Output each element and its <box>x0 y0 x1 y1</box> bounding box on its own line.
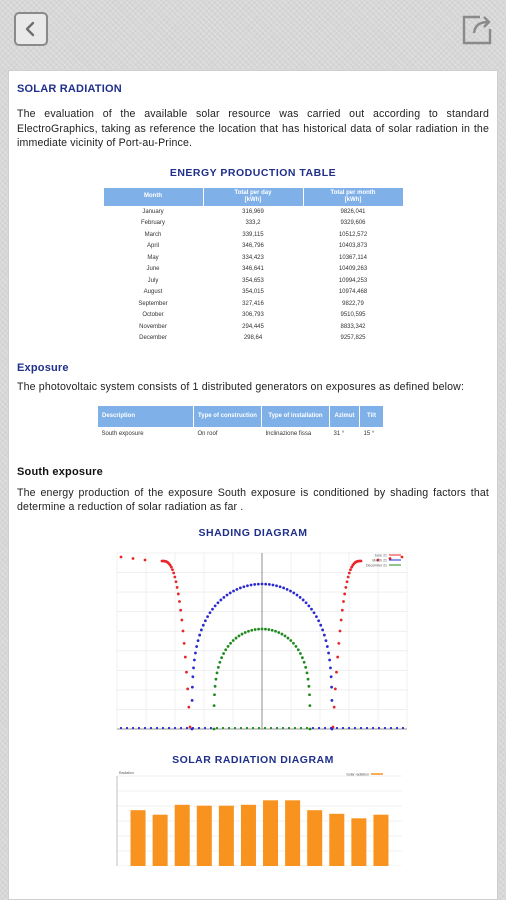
shading-point-december <box>254 628 257 631</box>
cell-total-day: 334,423 <box>242 254 264 261</box>
shading-point-june <box>178 600 181 603</box>
shading-point-baseline <box>150 726 152 728</box>
cell-month: March <box>144 231 162 238</box>
shading-point-june <box>180 618 183 621</box>
shading-point-june <box>172 571 175 574</box>
shading-point-march <box>268 583 271 586</box>
table-row <box>103 252 403 264</box>
shading-point-march <box>272 583 275 586</box>
shading-point-march <box>329 666 332 669</box>
shading-point-baseline <box>246 726 248 728</box>
solar-radiation-text: The evaluation of the available solar resource was carried out according to standard ElectroGraphics, taking as reference the location that has historical data of solar radiation in the immediate vicinity of Port-au-Prince. <box>17 108 489 149</box>
shading-point-june <box>179 608 182 611</box>
table-row <box>103 206 403 218</box>
shading-point-march <box>257 582 260 585</box>
shading-point-december <box>297 648 300 651</box>
cell-tilt: 15 ° <box>363 430 375 437</box>
shading-point-december <box>247 629 250 632</box>
shading-point-march <box>222 595 225 598</box>
shading-point-december <box>215 677 218 680</box>
shading-point-baseline <box>174 726 176 728</box>
shading-point-march <box>321 628 324 631</box>
col-month: Month <box>103 187 203 206</box>
shading-point-march <box>209 611 212 614</box>
shading-point-june <box>183 641 186 644</box>
shading-point-baseline <box>330 726 332 728</box>
shading-point-baseline <box>294 726 296 728</box>
shading-point-june <box>389 557 392 560</box>
radiation-diagram-title: SOLAR RADIATION DIAGRAM <box>172 753 334 766</box>
shading-point-baseline <box>348 726 350 728</box>
shading-point-june <box>340 618 343 621</box>
shading-point-baseline <box>312 726 314 728</box>
shading-point-march <box>229 591 232 594</box>
shading-point-june <box>144 558 147 561</box>
shading-point-march <box>323 633 326 636</box>
shading-point-march <box>315 615 318 618</box>
cell-total-month: 9510,595 <box>340 312 366 319</box>
radiation-bar <box>351 818 366 866</box>
shading-point-march <box>200 628 203 631</box>
y-axis-label: Radiation <box>119 770 134 775</box>
cell-month: September <box>138 300 168 307</box>
shading-point-baseline <box>390 726 392 728</box>
shading-point-june <box>350 565 353 568</box>
cell-month: December <box>139 335 167 342</box>
table-row <box>103 321 403 333</box>
cell-total-month: 10512,572 <box>338 231 368 238</box>
shading-point-december <box>308 693 311 696</box>
cell-total-day: 339,115 <box>242 231 264 238</box>
shading-point-december <box>271 628 274 631</box>
shading-point-baseline <box>252 726 254 728</box>
cell-total-day: 306,793 <box>242 312 264 319</box>
shading-point-march <box>206 615 209 618</box>
col-construction: Type of construction <box>194 405 262 427</box>
shading-point-baseline <box>222 726 224 728</box>
shading-point-december <box>227 644 230 647</box>
shading-point-december <box>257 627 260 630</box>
shading-point-june <box>186 687 189 690</box>
shading-point-march <box>219 598 222 601</box>
shading-point-june <box>344 585 347 588</box>
shading-point-baseline <box>354 726 356 728</box>
shading-point-march <box>327 651 330 654</box>
cell-total-month: 9257,825 <box>340 335 366 342</box>
cell-description: South exposure <box>101 430 144 437</box>
solar-radiation-heading: SOLAR RADIATION <box>17 83 122 95</box>
shading-point-december <box>235 636 238 639</box>
shading-point-march <box>214 604 217 607</box>
cell-total-day: 346,641 <box>242 266 264 273</box>
shading-point-march <box>289 589 292 592</box>
cell-total-day: 354,015 <box>242 289 264 296</box>
shading-point-december <box>289 639 292 642</box>
shading-point-baseline <box>324 726 326 728</box>
shading-point-june <box>182 629 185 632</box>
shading-point-baseline <box>138 726 140 728</box>
shading-point-june <box>189 725 192 728</box>
col-total-day: Total per day [kWh] <box>203 187 303 206</box>
shading-point-december <box>218 660 221 663</box>
shading-point-december <box>261 627 264 630</box>
shading-point-december <box>281 632 284 635</box>
shading-point-june <box>335 670 338 673</box>
shading-point-march <box>194 651 197 654</box>
shading-point-june <box>173 575 176 578</box>
col-installation: Type of installation <box>262 405 330 427</box>
table-row <box>98 427 384 440</box>
shading-point-baseline <box>216 726 218 728</box>
shading-point-december <box>274 629 277 632</box>
cell-month: June <box>146 266 160 273</box>
shading-point-march <box>195 645 198 648</box>
shading-point-march <box>250 583 253 586</box>
shading-point-december <box>308 684 311 687</box>
shading-point-march <box>313 611 316 614</box>
radiation-bar <box>373 814 388 865</box>
shading-point-june <box>342 600 345 603</box>
cell-month: February <box>140 220 165 227</box>
cell-total-day: 298,64 <box>243 335 263 342</box>
solar-radiation-diagram <box>17 766 489 871</box>
radiation-bar <box>329 813 344 865</box>
shading-point-march <box>217 601 220 604</box>
shading-point-june <box>339 629 342 632</box>
shading-point-december <box>277 631 280 634</box>
radiation-bar <box>241 804 256 865</box>
shading-point-march <box>232 589 235 592</box>
energy-production-table <box>103 187 404 345</box>
shading-point-baseline <box>336 726 338 728</box>
shading-point-june <box>343 592 346 595</box>
shading-point-march <box>317 619 320 622</box>
shading-point-december <box>217 665 220 668</box>
shading-point-december <box>287 636 290 639</box>
south-exposure-text: The energy production of the exposure South exposure is conditioned by shading factors that determine a reduction of solar radiation as far . <box>17 486 489 513</box>
table-row <box>103 241 403 253</box>
table-row <box>103 218 403 230</box>
cell-total-month: 10367,114 <box>339 254 367 261</box>
table-row <box>103 310 403 322</box>
shading-point-baseline <box>300 726 302 728</box>
radiation-bar <box>285 800 300 866</box>
shading-point-march <box>279 585 282 588</box>
shading-point-baseline <box>264 726 266 728</box>
shading-point-june <box>185 670 188 673</box>
shading-point-december <box>232 639 235 642</box>
shading-point-baseline <box>234 726 236 728</box>
shading-point-baseline <box>210 726 212 728</box>
shading-point-baseline <box>120 726 122 728</box>
shading-point-december <box>213 693 216 696</box>
shading-point-june <box>132 557 135 560</box>
shading-point-march <box>275 584 278 587</box>
shading-point-june <box>341 608 344 611</box>
shading-point-june <box>184 655 187 658</box>
shading-point-december <box>220 656 223 659</box>
shading-point-december <box>213 727 216 730</box>
shading-point-march <box>328 658 331 661</box>
shading-point-march <box>286 587 289 590</box>
cell-total-day: 294,445 <box>242 323 264 330</box>
shading-diagram <box>17 539 489 750</box>
shading-point-march <box>331 698 334 701</box>
shading-point-june <box>334 687 337 690</box>
cell-month: November <box>139 323 167 330</box>
shading-point-march <box>239 586 242 589</box>
shading-point-baseline <box>306 726 308 728</box>
shading-point-december <box>303 660 306 663</box>
shading-point-march <box>226 593 229 596</box>
shading-point-december <box>301 656 304 659</box>
shading-point-december <box>284 634 287 637</box>
legend-label: Solar radiation <box>346 772 369 776</box>
shading-point-baseline <box>240 726 242 728</box>
cell-total-month: 9329,606 <box>340 220 366 227</box>
shading-point-march <box>330 675 333 678</box>
shading-point-baseline <box>180 726 182 728</box>
radiation-bar <box>131 810 146 866</box>
shading-point-june <box>333 705 336 708</box>
shading-point-march <box>202 623 205 626</box>
shading-point-december <box>213 704 216 707</box>
shading-point-baseline <box>366 726 368 728</box>
shading-point-march <box>191 675 194 678</box>
shading-point-march <box>261 582 264 585</box>
shading-point-march <box>319 623 322 626</box>
share-button[interactable] <box>460 12 494 46</box>
cell-month: April <box>146 243 159 250</box>
shading-point-baseline <box>144 726 146 728</box>
table-row <box>103 333 403 345</box>
shading-point-december <box>307 677 310 680</box>
shading-point-baseline <box>198 726 200 728</box>
shading-point-march <box>246 584 249 587</box>
exposure-text: The photovoltaic system consists of 1 distributed generators on exposures as defined below: <box>17 381 465 393</box>
shading-point-march <box>198 633 201 636</box>
cell-total-day: 346,796 <box>242 243 264 250</box>
shading-point-december <box>306 671 309 674</box>
shading-point-baseline <box>156 726 158 728</box>
cell-month: May <box>147 254 159 261</box>
shading-point-baseline <box>276 726 278 728</box>
cell-month: July <box>147 277 159 284</box>
shading-point-march <box>325 639 328 642</box>
shading-point-baseline <box>318 726 320 728</box>
cell-installation: Inclinazione fissa <box>265 430 312 437</box>
shading-point-baseline <box>384 726 386 728</box>
shading-point-march <box>197 639 200 642</box>
shading-point-march <box>242 585 245 588</box>
shading-point-baseline <box>402 726 404 728</box>
shading-point-june <box>171 568 174 571</box>
shading-point-march <box>310 607 313 610</box>
shading-point-december <box>216 671 219 674</box>
shading-point-march <box>299 595 302 598</box>
energy-table-title: ENERGY PRODUCTION TABLE <box>169 166 337 179</box>
cell-total-month: 9822,79 <box>342 300 364 307</box>
shading-point-june <box>187 705 190 708</box>
shading-point-baseline <box>372 726 374 728</box>
share-icon <box>460 12 494 46</box>
legend-label: June 21 <box>374 553 387 557</box>
shading-point-june <box>401 555 404 558</box>
shading-point-baseline <box>162 726 164 728</box>
cell-total-month: 8833,342 <box>340 323 366 330</box>
shading-point-march <box>307 604 310 607</box>
shading-point-baseline <box>270 726 272 728</box>
shading-point-baseline <box>282 726 284 728</box>
table-row <box>103 298 403 310</box>
shading-point-june <box>348 571 351 574</box>
cell-azimut: 31 ° <box>333 430 345 437</box>
exposure-heading: Exposure <box>17 362 69 374</box>
cell-total-month: 10974,468 <box>338 289 368 296</box>
radiation-bar <box>175 804 190 865</box>
cell-total-day: 354,653 <box>242 277 264 284</box>
cell-total-month: 9826,041 <box>340 209 366 215</box>
shading-point-baseline <box>378 726 380 728</box>
shading-point-june <box>120 555 123 558</box>
shading-point-june <box>175 580 178 583</box>
shading-point-december <box>267 628 270 631</box>
shading-point-december <box>299 652 302 655</box>
shading-point-december <box>295 644 298 647</box>
shading-point-march <box>193 658 196 661</box>
table-row <box>103 264 403 276</box>
col-azimut: Azimut <box>330 405 360 427</box>
back-button[interactable] <box>14 12 48 46</box>
shading-point-baseline <box>228 726 230 728</box>
shading-point-march <box>296 593 299 596</box>
table-row <box>103 287 403 299</box>
shading-point-december <box>292 641 295 644</box>
radiation-bar <box>219 805 234 865</box>
shading-point-june <box>176 585 179 588</box>
shading-point-baseline <box>168 726 170 728</box>
cell-month: January <box>142 209 164 215</box>
shading-point-june <box>337 641 340 644</box>
shading-point-december <box>222 652 225 655</box>
shading-diagram-title: SHADING DIAGRAM <box>198 526 308 539</box>
shading-point-march <box>204 619 207 622</box>
shading-point-december <box>304 665 307 668</box>
shading-point-march <box>302 598 305 601</box>
shading-point-march <box>330 685 333 688</box>
shading-point-june <box>336 655 339 658</box>
shading-point-march <box>191 698 194 701</box>
shading-point-baseline <box>192 726 194 728</box>
shading-point-march <box>282 586 285 589</box>
col-description: Description <box>98 405 194 427</box>
cell-total-day: 316,969 <box>242 209 264 215</box>
shading-point-march <box>253 583 256 586</box>
legend-label: December 21 <box>365 563 387 567</box>
table-row <box>103 275 403 287</box>
legend-label: March 21 <box>372 558 387 562</box>
cell-total-day: 327,416 <box>242 300 264 307</box>
radiation-bar <box>263 800 278 866</box>
shading-point-march <box>191 685 194 688</box>
shading-point-baseline <box>132 726 134 728</box>
shading-point-baseline <box>258 726 260 728</box>
shading-point-march <box>264 582 267 585</box>
shading-point-baseline <box>360 726 362 728</box>
col-tilt: Tilt <box>360 405 384 427</box>
shading-point-baseline <box>186 726 188 728</box>
shading-point-baseline <box>396 726 398 728</box>
shading-point-december <box>308 704 311 707</box>
shading-point-march <box>211 607 214 610</box>
shading-point-june <box>349 568 352 571</box>
shading-point-june <box>347 575 350 578</box>
cell-total-day: 333,2 <box>245 220 261 227</box>
shading-point-december <box>250 628 253 631</box>
report-page[interactable] <box>8 70 498 900</box>
cell-construction: On roof <box>197 430 218 437</box>
south-exposure-heading: South exposure <box>17 465 103 478</box>
shading-point-december <box>241 632 244 635</box>
shading-point-march <box>305 601 308 604</box>
shading-point-march <box>326 645 329 648</box>
cell-total-month: 10403,873 <box>338 243 368 250</box>
radiation-bar <box>197 805 212 865</box>
shading-point-march <box>236 587 239 590</box>
shading-point-december <box>309 727 312 730</box>
cell-total-month: 10994,253 <box>338 277 368 284</box>
shading-point-december <box>238 634 241 637</box>
shading-point-baseline <box>342 726 344 728</box>
shading-point-june <box>177 592 180 595</box>
top-toolbar <box>0 0 506 62</box>
shading-point-december <box>229 641 232 644</box>
shading-point-march <box>192 666 195 669</box>
exposure-table <box>97 405 384 440</box>
table-row <box>103 229 403 241</box>
shading-point-march <box>292 591 295 594</box>
shading-point-baseline <box>126 726 128 728</box>
shading-point-baseline <box>204 726 206 728</box>
col-total-month: Total per month [kWh] <box>303 187 403 206</box>
shading-point-december <box>214 684 217 687</box>
shading-point-december <box>264 627 267 630</box>
cell-month: August <box>143 289 163 296</box>
cell-total-month: 10409,263 <box>338 266 368 273</box>
cell-month: October <box>142 312 164 319</box>
radiation-bar <box>307 810 322 866</box>
shading-point-june <box>346 580 349 583</box>
shading-point-december <box>244 631 247 634</box>
chevron-left-icon <box>23 21 39 37</box>
radiation-bar <box>153 814 168 865</box>
shading-point-december <box>224 648 227 651</box>
shading-point-june <box>170 565 173 568</box>
shading-point-baseline <box>288 726 290 728</box>
